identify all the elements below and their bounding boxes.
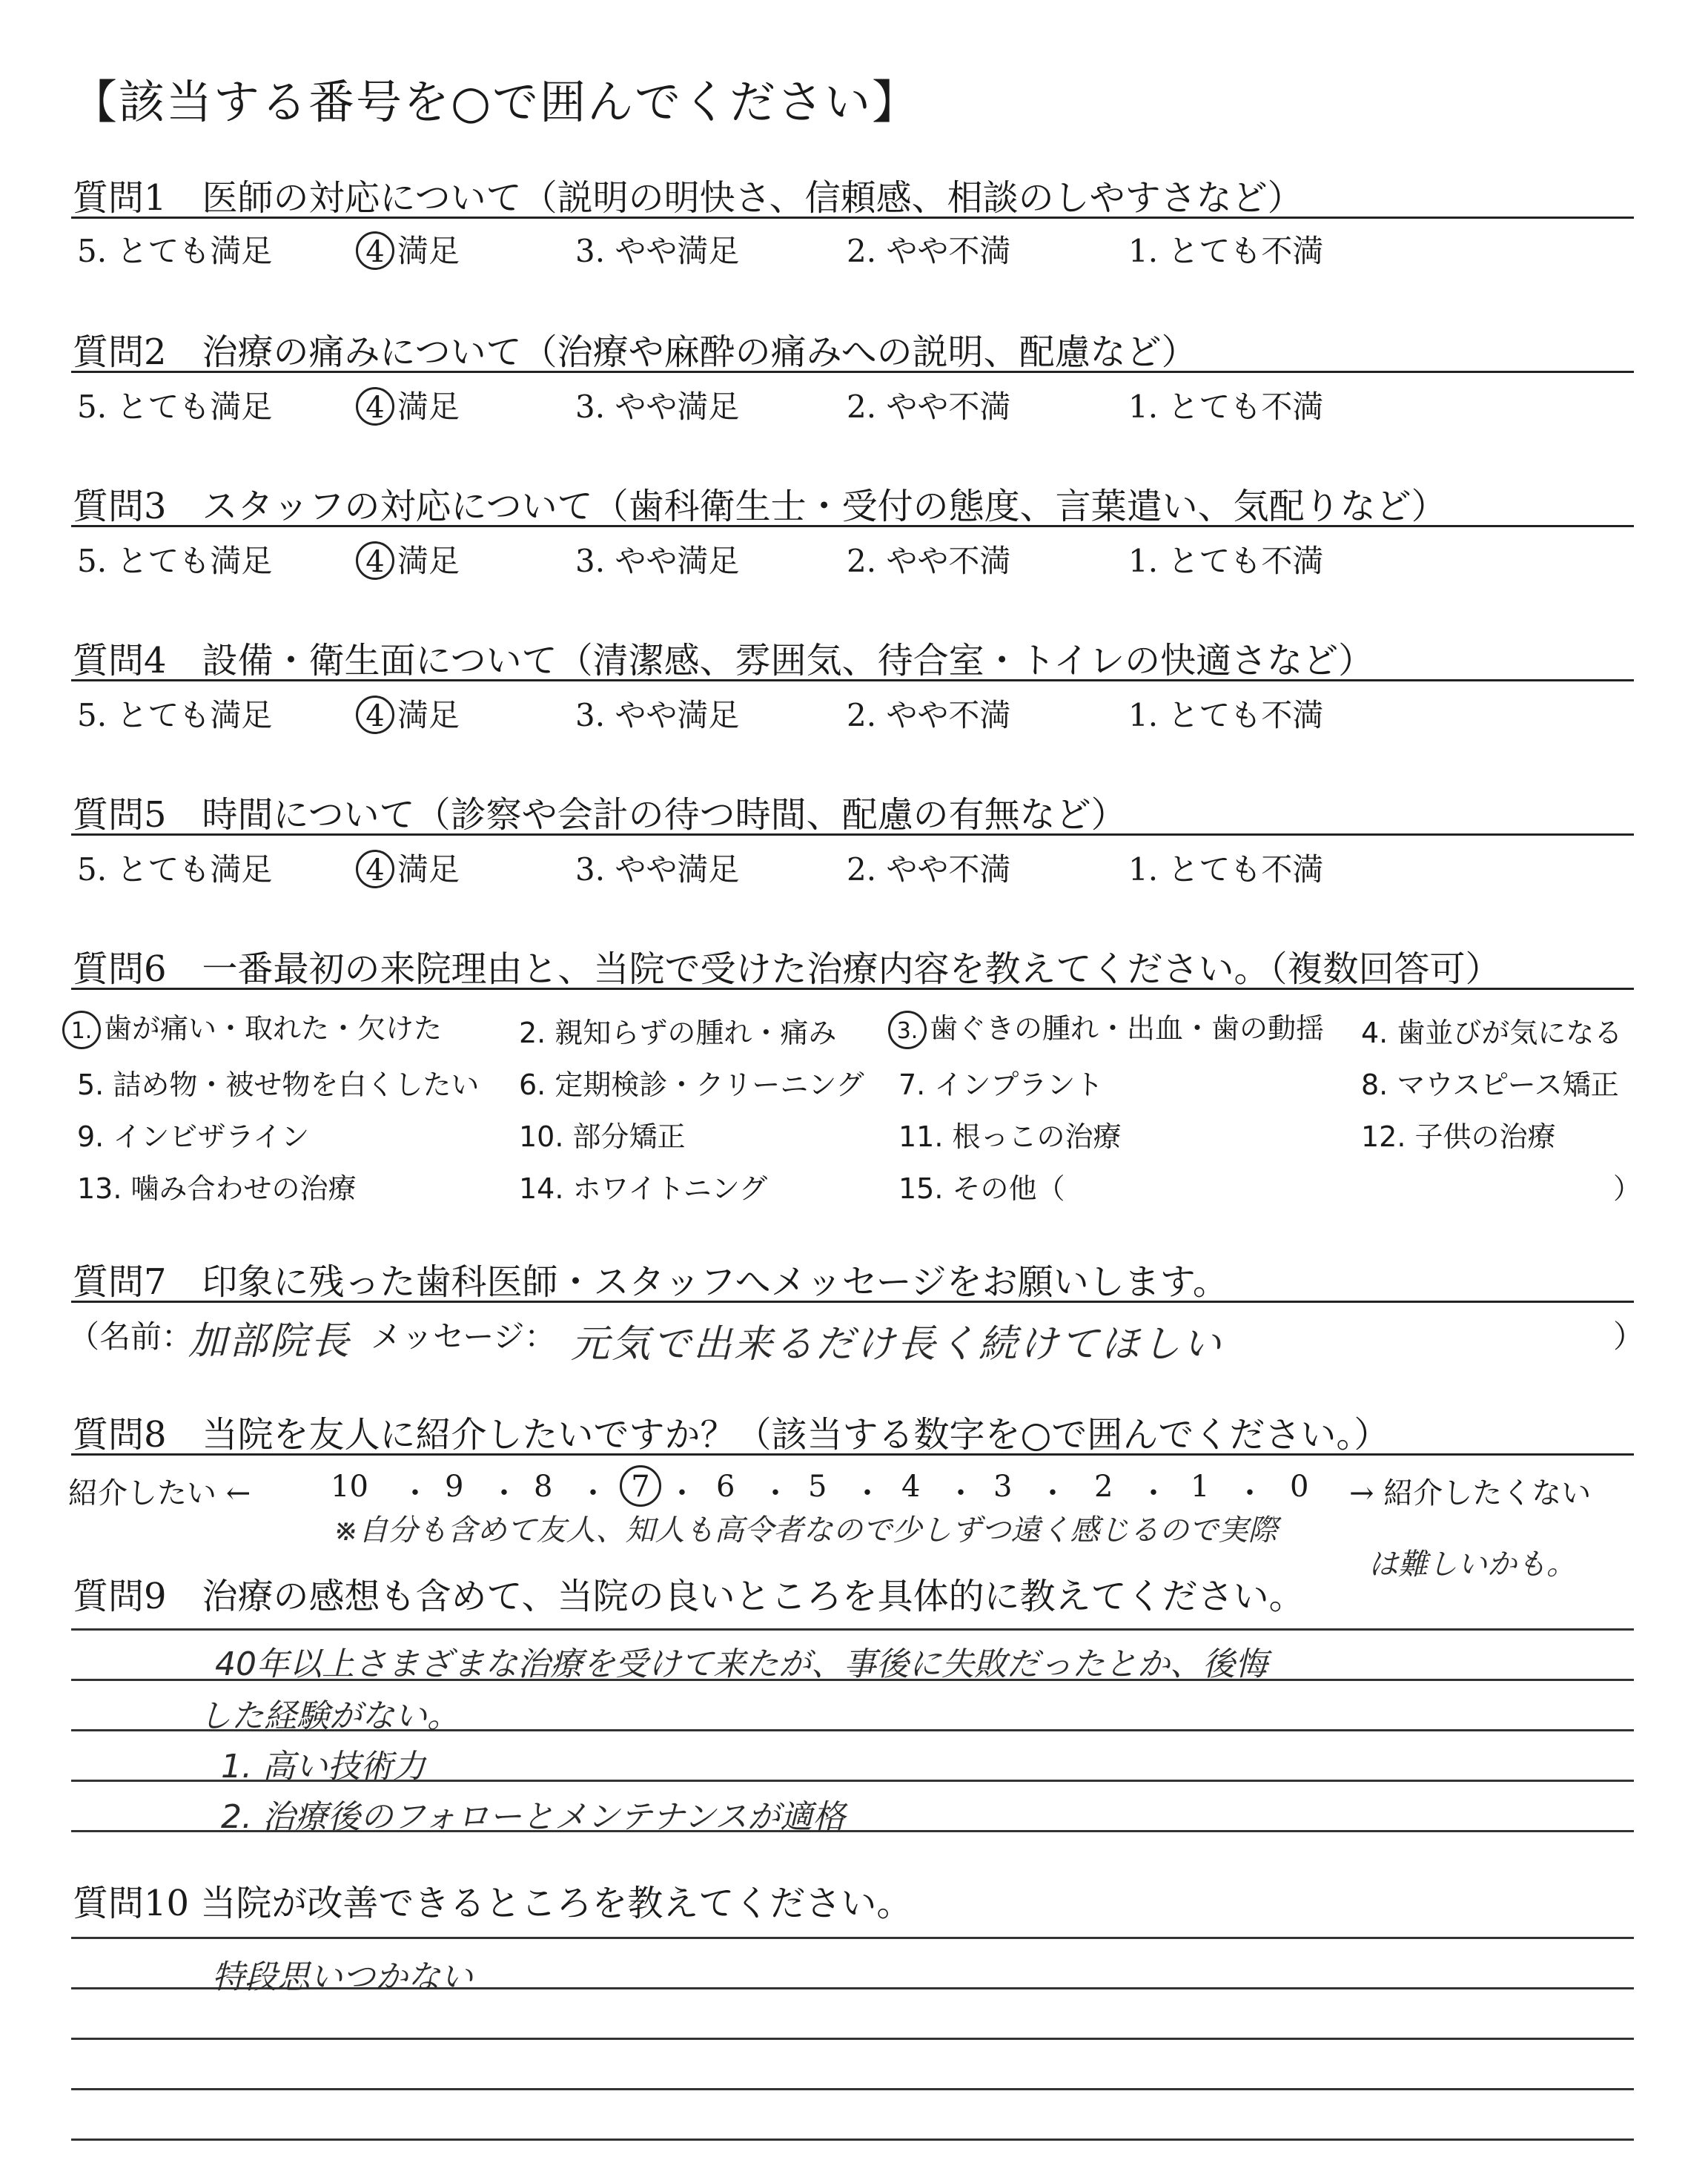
question-9-heading: 質問9 治療の感想も含めて、当院の良いところを具体的に教えてください。 [73,1576,1305,1617]
q3-option-5[interactable]: 5. とても満足 [77,543,273,579]
q2-option-3[interactable]: 3. やや満足 [575,389,740,425]
q8-scale-1[interactable]: 1 [1191,1470,1210,1504]
q10-answer-1[interactable]: 特段思いつかない [212,1958,473,1996]
q5-option-4-label: 満足 [397,851,460,888]
q7-close-paren: ） [1613,1318,1645,1355]
q6-item-5-label: 詰め物・被せ物を白くしたい [113,1069,480,1101]
q8-scale-dot: ・ [946,1476,976,1510]
question-6-rule [71,988,1634,990]
question-7-heading: 質問7 印象に残った歯科医師・スタッフへメッセージをお願いします。 [73,1261,1228,1303]
q6-item-2[interactable] [519,1010,836,1051]
q6-item-14-label: ホワイトニング [572,1172,768,1205]
q6-item-9-num: 9. [77,1120,105,1153]
q8-scale-dot: ・ [1139,1476,1168,1510]
q6-item-10-num: 10. [519,1120,564,1153]
q8-scale-dot: ・ [1038,1476,1068,1510]
q7-message-value[interactable]: 元気で出来るだけ長く続けてほしい [571,1322,1224,1367]
q9-answer-4[interactable]: 2. 治療後のフォローとメンテナンスが適格 [221,1798,846,1836]
q6-item-13-label: 噛み合わせの治療 [130,1172,357,1205]
q8-scale-dot: ・ [1235,1476,1265,1510]
q8-note-line-2: は難しいかも。 [1368,1548,1576,1582]
page-title: 【該当する番号を○で囲んでください】 [71,75,920,129]
q2-option-1[interactable]: 1. とても不満 [1128,389,1324,425]
q9-answer-3[interactable]: 1. 高い技術力 [221,1748,426,1786]
q4-selected-circle: 4 [356,696,394,734]
q6-other-close-paren: ） [1613,1172,1642,1205]
q3-option-1[interactable]: 1. とても不満 [1128,543,1324,579]
q6-item-11-num: 11. [898,1120,944,1153]
q6-item-1[interactable] [62,1005,442,1049]
q6-item-8-label: マウスピース矯正 [1397,1069,1619,1101]
question-1-rule [71,217,1634,219]
q8-scale-9[interactable]: 9 [445,1470,464,1504]
question-4-rule [71,679,1634,681]
q6-item-15-label: その他（ [952,1172,1065,1205]
q3-selected-circle: 4 [356,541,394,580]
q8-scale-2[interactable]: 2 [1094,1470,1113,1504]
q8-scale-10[interactable]: 10 [331,1470,368,1504]
q1-option-2[interactable]: 2. やや不満 [847,233,1011,269]
q3-option-2[interactable]: 2. やや不満 [847,543,1011,579]
q6-item-7-label: インプラント [934,1069,1104,1101]
q3-option-4-label: 満足 [397,543,460,579]
question-5-heading: 質問5 時間について（診察や会計の待つ時間、配慮の有無など） [73,794,1127,836]
q8-selected-circle: 7 [620,1465,661,1507]
q6-item-5-num: 5. [77,1069,105,1101]
q4-option-1[interactable]: 1. とても不満 [1128,697,1324,733]
q6-item-4-num: 4. [1361,1017,1388,1049]
q10-answer-line [71,1937,1634,1939]
question-10-heading: 質問10 当院が改善できるところを教えてください。 [73,1883,913,1924]
q5-option-5[interactable]: 5. とても満足 [77,851,273,888]
q6-item-13-num: 13. [77,1172,122,1205]
q6-item-14-num: 14. [519,1172,564,1205]
question-3-rule [71,525,1634,527]
q9-answer-1[interactable]: 40年以上さまざまな治療を受けて来たが、事後に失敗だったとか、後悔 [215,1645,1268,1683]
q1-option-5[interactable]: 5. とても満足 [77,233,273,269]
question-6-heading: 質問6 一番最初の来院理由と、当院で受けた治療内容を教えてください。（複数回答可） [73,948,1501,990]
q7-name-label: （名前： [68,1318,193,1355]
q5-option-3[interactable]: 3. やや満足 [575,851,740,888]
q8-scale-4[interactable]: 4 [901,1470,921,1504]
q6-item-8[interactable] [1361,1062,1619,1103]
q1-option-1[interactable]: 1. とても不満 [1128,233,1324,269]
q4-option-4-selected[interactable] [356,691,460,736]
q7-name-value[interactable]: 加部院長 [188,1319,352,1364]
q6-item-7-num: 7. [898,1069,926,1101]
question-4-heading: 質問4 設備・衛生面について（清潔感、雰囲気、待合室・トイレの快適さなど） [73,640,1374,681]
q7-message-label: メッセージ： [371,1318,556,1355]
q8-scale-dot: ・ [761,1476,790,1510]
q6-item-3-label: 歯ぐきの腫れ・出血・歯の動揺 [930,1012,1325,1045]
question-7-rule [71,1301,1634,1303]
q8-scale-dot: ・ [667,1476,697,1510]
q6-item-15-num: 15. [898,1172,944,1205]
q6-item-10-label: 部分矯正 [572,1120,686,1153]
q8-note-line-1: ※自分も含めて友人、知人も高令者なので少しずつ遠く感じるので実際 [334,1513,1278,1548]
q4-option-5[interactable]: 5. とても満足 [77,697,273,733]
q8-scale-5[interactable]: 5 [808,1470,827,1504]
q6-item-1-label: 歯が痛い・取れた・欠けた [104,1012,443,1045]
q8-scale-3[interactable]: 3 [993,1470,1013,1504]
q3-option-3[interactable]: 3. やや満足 [575,543,740,579]
q6-item-13[interactable] [77,1166,357,1206]
q6-item-12-label: 子供の治療 [1414,1120,1556,1153]
q5-option-1[interactable]: 1. とても不満 [1128,851,1324,888]
q1-selected-circle: 4 [356,231,394,270]
q6-item-5[interactable] [77,1062,479,1103]
q5-option-2[interactable]: 2. やや不満 [847,851,1011,888]
q1-option-4-selected[interactable] [356,227,460,271]
question-3-heading: 質問3 スタッフの対応について（歯科衛生士・受付の態度、言葉遣い、気配りなど） [73,486,1447,527]
q8-scale-7-selected[interactable] [620,1465,664,1507]
q6-item-3-circle: 3. [888,1011,927,1049]
q3-option-4-selected[interactable] [356,537,460,581]
q1-option-4-label: 満足 [397,233,460,269]
q6-item-6-num: 6. [519,1069,546,1101]
q9-answer-line [71,1628,1634,1631]
q8-scale-dot: ・ [489,1476,519,1510]
q8-scale-6[interactable]: 6 [716,1470,735,1504]
q6-item-7[interactable] [898,1062,1103,1103]
q9-answer-2[interactable]: した経験がない。 [199,1697,460,1735]
q8-left-label: 紹介したい ← [68,1476,251,1510]
q10-answer-line [71,2138,1634,2141]
q5-selected-circle: 4 [356,850,394,888]
q6-item-12[interactable] [1361,1114,1556,1155]
question-2-rule [71,371,1634,373]
q6-item-12-num: 12. [1361,1120,1406,1153]
q2-option-4-selected[interactable] [356,383,460,427]
q6-item-4[interactable] [1361,1010,1622,1051]
q6-item-11[interactable] [898,1114,1122,1155]
q10-answer-line [71,2088,1634,2090]
q8-scale-8[interactable]: 8 [534,1470,553,1504]
q8-scale-0[interactable]: 0 [1290,1470,1309,1504]
question-2-heading: 質問2 治療の痛みについて（治療や麻酔の痛みへの説明、配慮など） [73,331,1197,373]
q6-item-3[interactable] [888,1005,1324,1049]
q8-scale-dot: ・ [578,1476,608,1510]
q2-option-2[interactable]: 2. やや不満 [847,389,1011,425]
q2-option-4-label: 満足 [397,389,460,425]
q6-item-11-label: 根っこの治療 [952,1120,1122,1153]
q6-item-4-label: 歯並びが気になる [1397,1017,1623,1049]
question-8-rule [71,1453,1634,1456]
q6-item-9-label: インビザライン [113,1120,310,1153]
q2-option-5[interactable]: 5. とても満足 [77,389,273,425]
q6-item-10[interactable] [519,1114,686,1155]
q6-item-14[interactable] [519,1166,767,1206]
q6-item-15[interactable] [898,1166,1065,1206]
q6-item-2-label: 親知らずの腫れ・痛み [555,1017,837,1049]
q10-answer-line [71,2038,1634,2040]
q8-right-label: → 紹介したくない [1349,1476,1592,1510]
q6-item-8-num: 8. [1361,1069,1388,1101]
q8-scale-dot: ・ [853,1476,882,1510]
q6-item-9[interactable] [77,1114,309,1155]
question-8-heading: 質問8 当院を友人に紹介したいですか？（該当する数字を○で囲んでください。） [73,1414,1390,1456]
q8-scale-dot: ・ [400,1476,430,1510]
question-5-rule [71,833,1634,836]
q6-item-6-label: 定期検診・クリーニング [555,1069,864,1101]
q4-option-4-label: 満足 [397,697,460,733]
q4-option-2[interactable]: 2. やや不満 [847,697,1011,733]
q6-item-6[interactable] [519,1062,864,1103]
q6-item-2-num: 2. [519,1017,546,1049]
q5-option-4-selected[interactable] [356,845,460,890]
question-1-heading: 質問1 医師の対応について（説明の明快さ、信頼感、相談のしやすさなど） [73,177,1303,219]
q6-item-1-circle: 1. [62,1011,101,1049]
q1-option-3[interactable]: 3. やや満足 [575,233,740,269]
q2-selected-circle: 4 [356,387,394,426]
q4-option-3[interactable]: 3. やや満足 [575,697,740,733]
